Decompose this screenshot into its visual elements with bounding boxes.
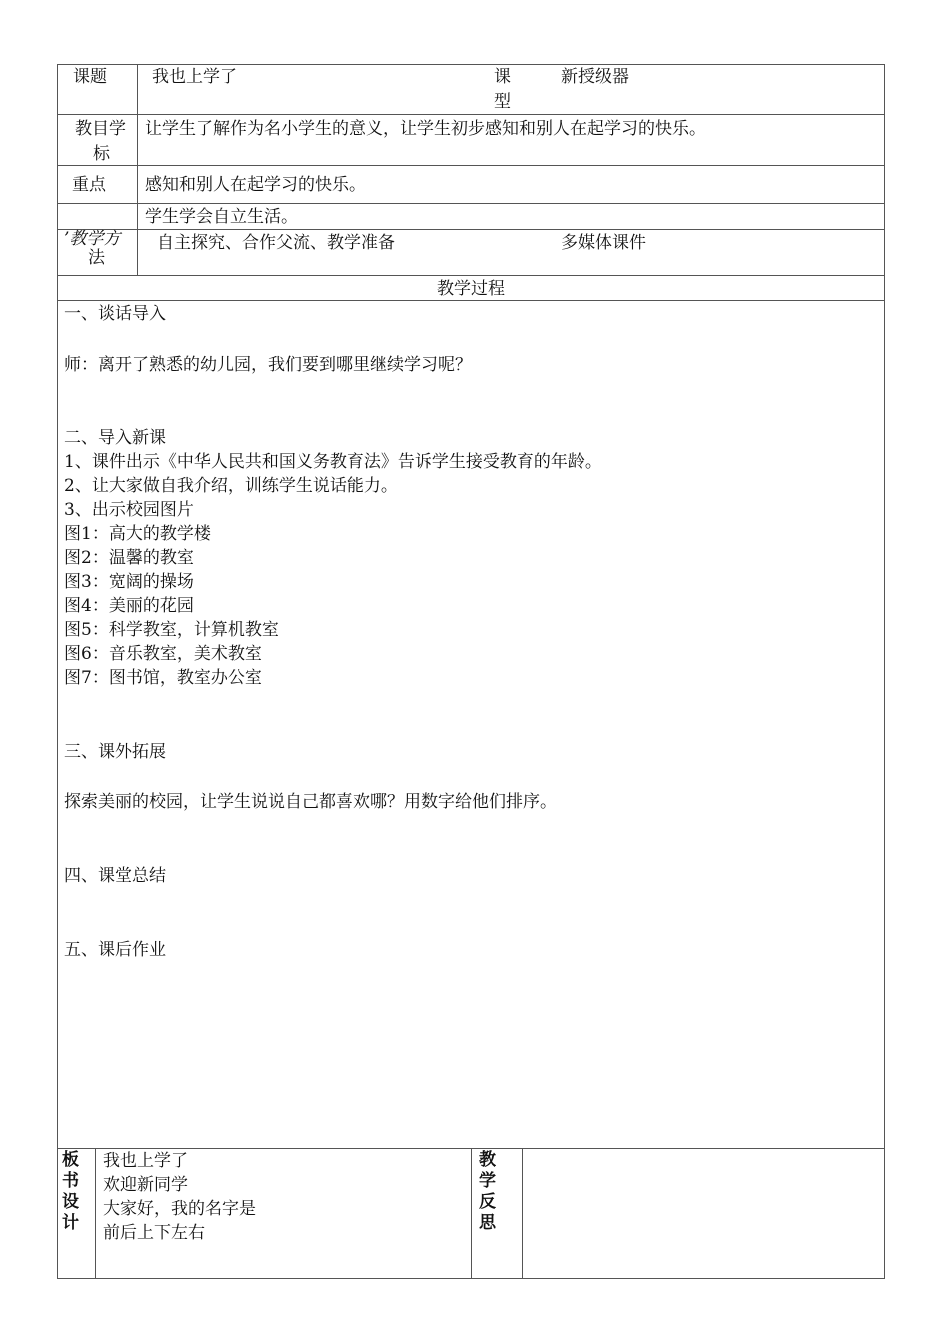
list-item: 图3：宽阔的操场 [64, 572, 194, 592]
goal-value: 让学生了解作为名小学生的意义，让学生初步感知和别人在起学习的快乐。 [145, 119, 706, 139]
prep-value: 多媒体课件 [561, 233, 646, 253]
column-divider [95, 1148, 96, 1278]
row-divider [57, 229, 885, 230]
list-item: 图7：图书馆，教室办公室 [64, 668, 262, 688]
board-line: 大家好，我的名字是 [103, 1199, 256, 1219]
table-border-left [57, 64, 58, 1278]
column-divider [471, 1148, 472, 1278]
type-value: 新授级器 [561, 67, 629, 87]
column-divider [522, 1148, 523, 1278]
board-line: 前后上下左右 [103, 1223, 205, 1243]
row-divider [57, 203, 885, 204]
type-label-2: 型 [494, 92, 511, 112]
list-item: 1、课件出示《中华人民共和国义务教育法》告诉学生接受教育的年龄。 [64, 452, 602, 472]
type-label-1: 课 [494, 67, 511, 87]
method-label-2: 法 [88, 248, 105, 268]
row-divider [57, 300, 885, 301]
key-point-label: 重点 [72, 175, 106, 195]
list-item: 图5：科学教室，计算机教室 [64, 620, 279, 640]
list-item: 2、让大家做自我介绍，训练学生说话能力。 [64, 476, 398, 496]
section-3-title: 三、课外拓展 [64, 742, 166, 762]
reflection-label: 教学反思 [479, 1150, 496, 1233]
section-1-title: 一、谈话导入 [64, 304, 166, 324]
table-border-top [57, 64, 885, 65]
section-5-title: 五、课后作业 [64, 940, 166, 960]
section-1-text: 师：离开了熟悉的幼儿园，我们要到哪里继续学习呢？ [64, 355, 472, 375]
column-divider [137, 64, 138, 275]
key-point-value: 感知和别人在起学习的快乐。 [145, 175, 366, 195]
list-item: 图1：高大的教学楼 [64, 524, 211, 544]
list-item: 图6：音乐教室，美术教室 [64, 644, 262, 664]
goal-label-2: 标 [93, 144, 110, 164]
board-line: 我也上学了 [103, 1151, 188, 1171]
list-item: 3、出示校园图片 [64, 500, 194, 520]
row-divider [57, 165, 885, 166]
table-border-right [884, 64, 885, 1278]
subject-label: 课题 [73, 67, 107, 87]
table-border-bottom [57, 1278, 885, 1279]
process-title: 教学过程 [437, 279, 505, 299]
row-divider [57, 114, 885, 115]
subject-value: 我也上学了 [152, 67, 237, 87]
row-divider [57, 275, 885, 276]
list-item: 图2：温馨的教室 [64, 548, 194, 568]
method-value: 自主探究、合作父流、教学准备 [157, 233, 395, 253]
section-3-text: 探索美丽的校园，让学生说说自己都喜欢哪？用数字给他们排序。 [64, 792, 557, 812]
goal-label-1: 教目学 [75, 119, 126, 139]
difficulty-value: 学生学会自立生活。 [145, 207, 298, 227]
list-item: 图4：美丽的花园 [64, 596, 194, 616]
board-line: 欢迎新同学 [103, 1175, 188, 1195]
section-2-title: 二、导入新课 [64, 428, 166, 448]
section-4-title: 四、课堂总结 [64, 866, 166, 886]
method-label-1: ’教学方 [64, 229, 121, 249]
board-design-label: 板书设计 [62, 1150, 79, 1233]
